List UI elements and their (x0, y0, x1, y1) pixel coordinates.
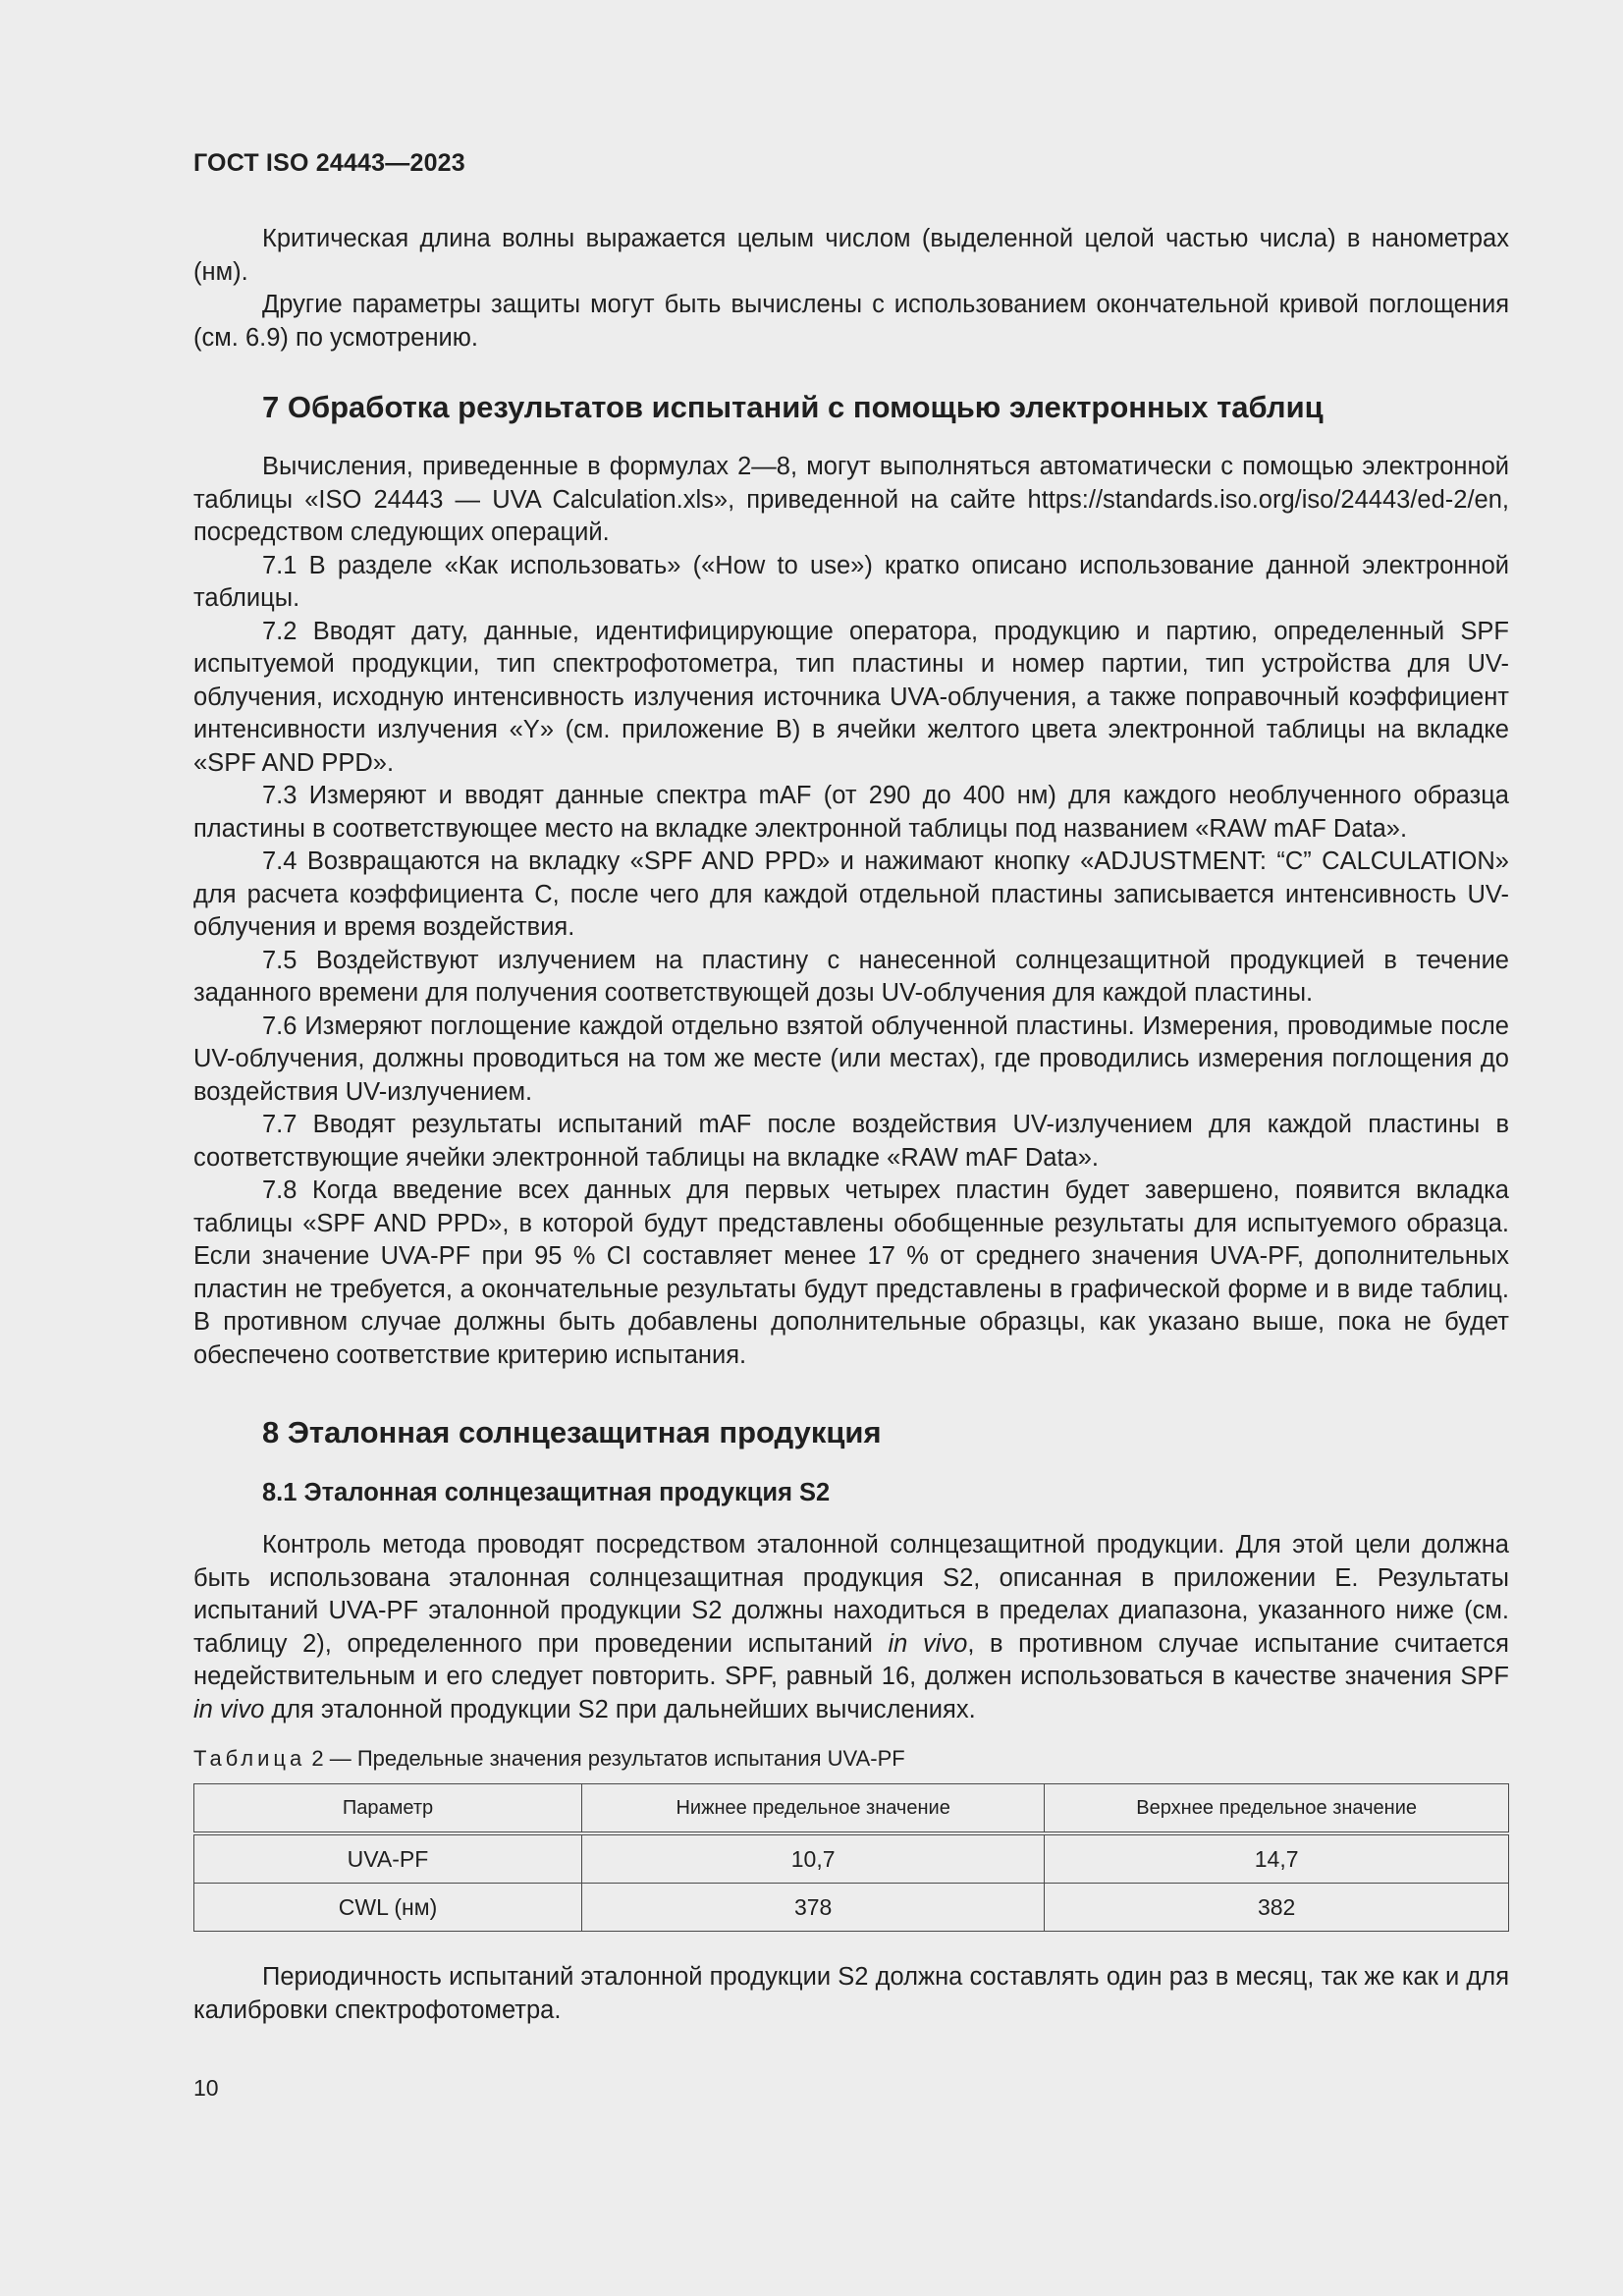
paragraph: 7.2 Вводят дату, данные, идентифицирующие оператора, продукцию и партию, определенный SPF испытуемой продукции, тип спектрофотометра, тип пластины и номер партии, тип устройства для UV-облучения, исходную интенсивность излучения источника UVA-облучения, а также поправочный коэффициент интенсивности излучения «Y» (см. приложение В) в ячейки желтого цвета электронной таблицы на вкладке «SPF AND PPD». (193, 617, 1509, 777)
page-number: 10 (193, 2075, 219, 2101)
table-header-row (194, 1784, 1509, 1834)
table-cell: 378 (582, 1884, 1045, 1932)
paragraph: 7.4 Возвращаются на вкладку «SPF AND PPD» и нажимают кнопку «ADJUSTMENT: “C” CALCULATION» для расчета коэффициента С, после чего для каждой отдельной пластины записывается интенсивность UV-облучения и время воздействия. (193, 847, 1509, 941)
italic-term: in vivo (193, 1695, 265, 1723)
table-caption-text: 2 — Предельные значения результатов испытания UVA-PF (305, 1746, 905, 1771)
table-cell: CWL (нм) (194, 1884, 582, 1932)
page-content (193, 223, 1509, 2027)
table-row (194, 1833, 1509, 1884)
paragraph: Другие параметры защиты могут быть вычислены с использованием окончательной кривой поглощения (см. 6.9) по усмотрению. (193, 291, 1509, 352)
paragraph: 7.3 Измеряют и вводят данные спектра mAF (от 290 до 400 нм) для каждого необлученного образца пластины в соответствующее место на вкладке электронной таблицы под названием «RAW mAF Data». (193, 782, 1509, 843)
table-header-cell: Параметр (194, 1784, 582, 1834)
section-7-heading: 7 Обработка результатов испытаний с помощью электронных таблиц (262, 390, 1324, 424)
paragraph: 7.6 Измеряют поглощение каждой отдельно взятой облученной пластины. Измерения, проводимые после UV-облучения, должны проводиться на том же месте (или местах), где проводились измерения поглощения до воздействия UV-излучением. (193, 1011, 1509, 1106)
table-caption-word: Таблица (193, 1746, 306, 1771)
italic-term: in vivo (888, 1629, 968, 1658)
text-run: , в противном случае испытание считается недействительным и его следует повторить. SPF, равный 16, должен использоваться в качестве значения SPF (193, 1629, 1509, 1690)
table-header-cell: Нижнее предельное значение (582, 1784, 1045, 1834)
paragraph: Критическая длина волны выражается целым числом (выделенной целой частью числа) в нанометрах (нм). (193, 225, 1509, 286)
text-run: Контроль метода проводят посредством эталонной солнцезащитной продукции. Для этой цели должна быть использована эталонная солнцезащитная продукция S2, описанная в приложении Е. Результаты испытаний UVA-PF эталонной продукции S2 должны находиться в пределах диапазона, указанного ниже (см. таблицу 2), определенного при проведении испытаний (193, 1531, 1509, 1658)
paragraph-8-1 (193, 1529, 1509, 1726)
table-row (194, 1884, 1509, 1932)
paragraph: 7.5 Воздействуют излучением на пластину с нанесенной солнцезащитной продукцией в течение заданного времени для получения соответствующей дозы UV-облучения для каждой пластины. (193, 946, 1509, 1007)
paragraph: 7.7 Вводят результаты испытаний mAF после воздействия UV-излучением для каждой пластины в соответствующие ячейки электронной таблицы на вкладке «RAW mAF Data». (193, 1111, 1509, 1172)
text-run: для эталонной продукции S2 при дальнейших вычислениях. (264, 1695, 976, 1723)
table-caption (193, 1744, 1509, 1774)
section-8-heading: 8 Эталонная солнцезащитная продукция (262, 1415, 882, 1449)
document-header: ГОСТ ISO 24443—2023 (193, 149, 465, 177)
table-cell: 14,7 (1045, 1833, 1509, 1884)
limits-table (193, 1783, 1509, 1932)
subsection-8-1-heading: 8.1 Эталонная солнцезащитная продукция S2 (262, 1479, 831, 1506)
paragraph: Периодичность испытаний эталонной продукции S2 должна составлять один раз в месяц, так же как и для калибровки спектрофотометра. (193, 1963, 1509, 2024)
table-cell: 10,7 (582, 1833, 1045, 1884)
paragraph: Вычисления, приведенные в формулах 2—8, могут выполняться автоматически с помощью электронной таблицы «ISO 24443 — UVA Calculation.xls», приведенной на сайте https://standards.iso.org/iso/24443/ed-2/en, посредством следующих операций. (193, 453, 1509, 546)
table-cell: 382 (1045, 1884, 1509, 1932)
table-cell: UVA-PF (194, 1833, 582, 1884)
table-header-cell: Верхнее предельное значение (1045, 1784, 1509, 1834)
paragraph: 7.1 В разделе «Как использовать» («How to use») кратко описано использование данной электронной таблицы. (193, 551, 1509, 612)
paragraph: 7.8 Когда введение всех данных для первых четырех пластин будет завершено, появится вкладка таблицы «SPF AND PPD», в которой будут представлены обобщенные результаты для испытуемого образца. Если значение UVA-PF при 95 % CI составляет менее 17 % от среднего значения UVA-PF, дополнительных пластин не требуется, а окончательные результаты будут представлены в графической форме и в виде таблиц. В противном случае должны быть добавлены дополнительные образцы, как указано выше, пока не будет обеспечено соответствие критерию испытания. (193, 1176, 1509, 1369)
